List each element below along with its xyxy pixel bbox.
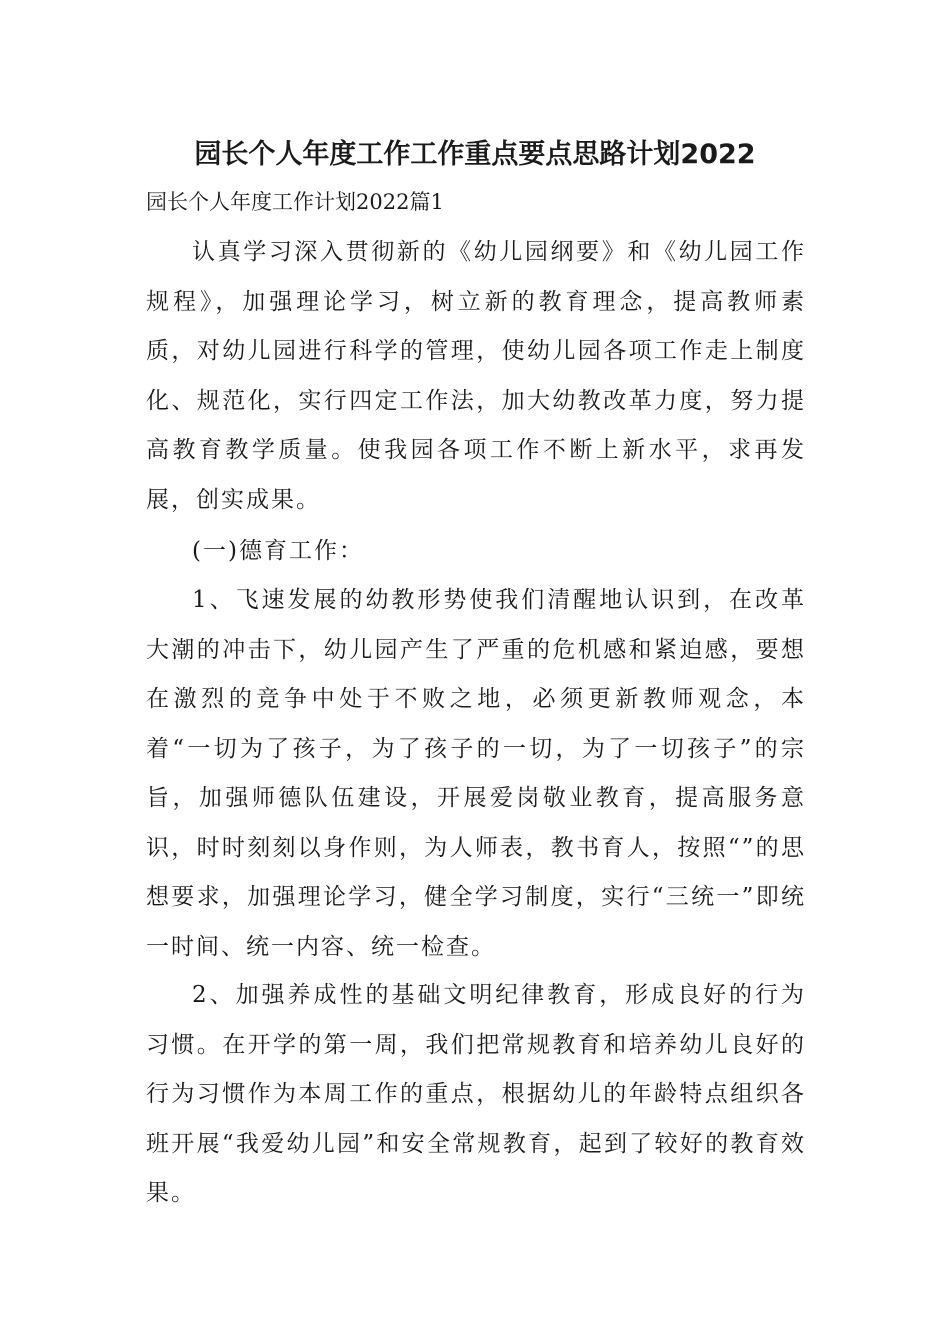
document-subtitle: 园长个人年度工作计划2022篇1 bbox=[146, 190, 444, 214]
paragraph-item-2: 2、加强养成性的基础文明纪律教育，形成良好的行为习惯。在开学的第一周，我们把常规教育和培养幼儿良好的行为习惯作为本周工作的重点，根据幼儿的年龄特点组织各班开展“我爱幼儿园”和安全常规教育，起到了较好的教育效果。 bbox=[146, 982, 806, 1206]
paragraph-intro: 认真学习深入贯彻新的《幼儿园纲要》和《幼儿园工作规程》，加强理论学习，树立新的教育理念，提高教师素质，对幼儿园进行科学的管理，使幼儿园各项工作走上制度化、规范化，实行四定工作法，加大幼教改革力度，努力提高教育教学质量。使我园各项工作不断上新水平，求再发展，创实成果。 bbox=[146, 239, 806, 513]
document-title: 园长个人年度工作工作重点要点思路计划2022 bbox=[194, 139, 756, 170]
paragraph-item-1: 1、飞速发展的幼教形势使我们清醒地认识到，在改革大潮的冲击下，幼儿园产生了严重的危机感和紧迫感，要想在激烈的竞争中处于不败之地，必须更新教师观念，本着“一切为了孩子，为了孩子的一切，为了一切孩子”的宗旨，加强师德队伍建设，开展爱岗敬业教育，提高服务意识，时时刻刻以身作则，为人师表，教书育人，按照“”的思想要求，加强理论学习，健全学习制度，实行“三统一”即统一时间、统一内容、统一检查。 bbox=[146, 587, 806, 960]
section-heading-moral-education: (一)德育工作： bbox=[192, 538, 364, 564]
